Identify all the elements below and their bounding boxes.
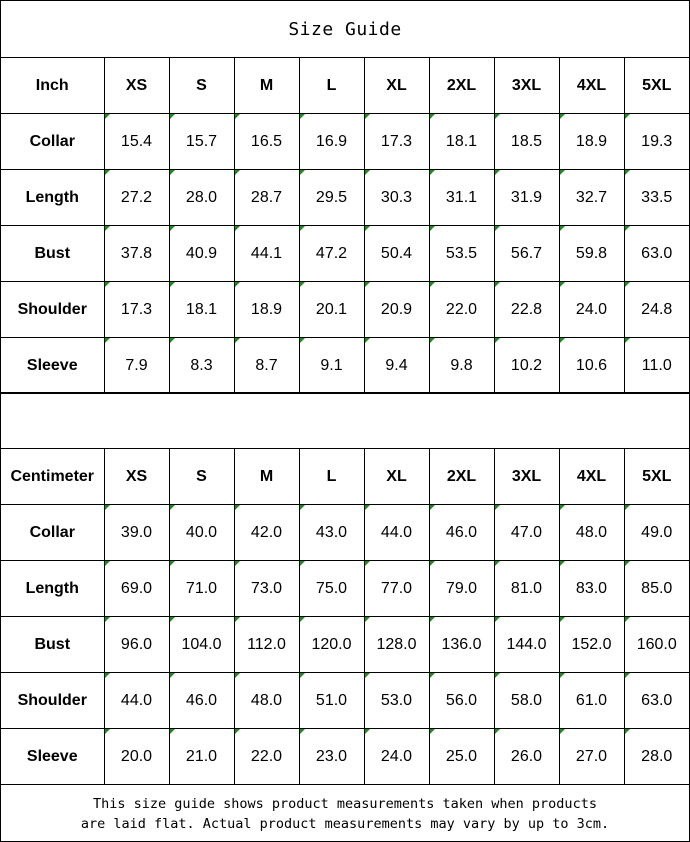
measurement-cell: 8.3 [169, 338, 234, 394]
measurement-cell: 24.0 [364, 729, 429, 785]
measurement-cell: 96.0 [104, 617, 169, 673]
measurement-cell: 48.0 [559, 505, 624, 561]
measurement-cell: 39.0 [104, 505, 169, 561]
table-row [1, 338, 689, 394]
measurement-cell: 20.0 [104, 729, 169, 785]
measurement-cell: 40.0 [169, 505, 234, 561]
size-header-4xl: 4XL [559, 58, 624, 114]
measurement-cell: 120.0 [299, 617, 364, 673]
measurement-cell: 58.0 [494, 673, 559, 729]
measurement-cell: 69.0 [104, 561, 169, 617]
measurement-cell: 24.0 [559, 282, 624, 338]
measurement-cell: 31.1 [429, 170, 494, 226]
table-row [1, 561, 689, 617]
measurement-cell: 18.1 [169, 282, 234, 338]
measurement-cell: 9.4 [364, 338, 429, 394]
measurement-cell: 81.0 [494, 561, 559, 617]
measurement-cell: 22.8 [494, 282, 559, 338]
table-spacer [1, 392, 689, 449]
size-header-4xl: 4XL [559, 449, 624, 505]
measurement-cell: 20.1 [299, 282, 364, 338]
size-header-2xl: 2XL [429, 449, 494, 505]
measurement-cell: 56.0 [429, 673, 494, 729]
measurement-cell: 47.0 [494, 505, 559, 561]
measurement-cell: 75.0 [299, 561, 364, 617]
measurement-cell: 79.0 [429, 561, 494, 617]
measurement-cell: 48.0 [234, 673, 299, 729]
size-header-3xl: 3XL [494, 58, 559, 114]
table-row [1, 673, 689, 729]
measurement-cell: 136.0 [429, 617, 494, 673]
table-row [1, 617, 689, 673]
measurement-cell: 25.0 [429, 729, 494, 785]
measurement-cell: 9.8 [429, 338, 494, 394]
measurement-cell: 27.2 [104, 170, 169, 226]
size-header-s: S [169, 449, 234, 505]
row-label-collar: Collar [1, 505, 104, 561]
measurement-cell: 63.0 [624, 226, 689, 282]
measurement-cell: 61.0 [559, 673, 624, 729]
size-header-xs: XS [104, 449, 169, 505]
measurement-cell: 44.0 [104, 673, 169, 729]
table-row [1, 170, 689, 226]
row-label-collar: Collar [1, 114, 104, 170]
measurement-cell: 59.8 [559, 226, 624, 282]
measurement-cell: 31.9 [494, 170, 559, 226]
row-label-shoulder: Shoulder [1, 673, 104, 729]
measurement-cell: 71.0 [169, 561, 234, 617]
measurement-cell: 23.0 [299, 729, 364, 785]
size-header-xs: XS [104, 58, 169, 114]
measurement-note-line-1: This size guide shows product measurements taken when products [93, 796, 597, 812]
measurement-cell: 37.8 [104, 226, 169, 282]
measurement-cell: 42.0 [234, 505, 299, 561]
measurement-cell: 18.9 [234, 282, 299, 338]
measurement-cell: 85.0 [624, 561, 689, 617]
measurement-cell: 46.0 [169, 673, 234, 729]
measurement-cell: 28.0 [624, 729, 689, 785]
measurement-cell: 10.6 [559, 338, 624, 394]
inch-size-table [1, 58, 689, 394]
size-header-5xl: 5XL [624, 449, 689, 505]
measurement-cell: 104.0 [169, 617, 234, 673]
measurement-cell: 9.1 [299, 338, 364, 394]
measurement-cell: 10.2 [494, 338, 559, 394]
measurement-cell: 44.0 [364, 505, 429, 561]
measurement-cell: 19.3 [624, 114, 689, 170]
measurement-cell: 112.0 [234, 617, 299, 673]
measurement-cell: 20.9 [364, 282, 429, 338]
measurement-cell: 22.0 [234, 729, 299, 785]
measurement-cell: 51.0 [299, 673, 364, 729]
measurement-cell: 27.0 [559, 729, 624, 785]
measurement-cell: 73.0 [234, 561, 299, 617]
size-header-l: L [299, 58, 364, 114]
measurement-note [1, 787, 689, 841]
row-label-sleeve: Sleeve [1, 729, 104, 785]
measurement-cell: 21.0 [169, 729, 234, 785]
measurement-cell: 144.0 [494, 617, 559, 673]
measurement-cell: 16.5 [234, 114, 299, 170]
measurement-cell: 63.0 [624, 673, 689, 729]
size-header-m: M [234, 449, 299, 505]
row-label-shoulder: Shoulder [1, 282, 104, 338]
row-label-bust: Bust [1, 226, 104, 282]
table-row [1, 282, 689, 338]
measurement-cell: 33.5 [624, 170, 689, 226]
size-header-5xl: 5XL [624, 58, 689, 114]
measurement-cell: 49.0 [624, 505, 689, 561]
measurement-cell: 15.7 [169, 114, 234, 170]
size-header-m: M [234, 58, 299, 114]
measurement-cell: 28.0 [169, 170, 234, 226]
measurement-cell: 53.0 [364, 673, 429, 729]
measurement-cell: 28.7 [234, 170, 299, 226]
unit-label: Centimeter [1, 449, 104, 505]
measurement-cell: 152.0 [559, 617, 624, 673]
measurement-cell: 128.0 [364, 617, 429, 673]
measurement-cell: 77.0 [364, 561, 429, 617]
measurement-cell: 17.3 [104, 282, 169, 338]
measurement-cell: 18.9 [559, 114, 624, 170]
header-row [1, 58, 689, 114]
measurement-cell: 53.5 [429, 226, 494, 282]
measurement-cell: 26.0 [494, 729, 559, 785]
unit-label: Inch [1, 58, 104, 114]
size-header-xl: XL [364, 58, 429, 114]
measurement-cell: 47.2 [299, 226, 364, 282]
measurement-cell: 8.7 [234, 338, 299, 394]
measurement-cell: 24.8 [624, 282, 689, 338]
row-label-length: Length [1, 170, 104, 226]
measurement-cell: 40.9 [169, 226, 234, 282]
measurement-cell: 43.0 [299, 505, 364, 561]
measurement-cell: 11.0 [624, 338, 689, 394]
size-header-l: L [299, 449, 364, 505]
size-header-2xl: 2XL [429, 58, 494, 114]
measurement-cell: 18.1 [429, 114, 494, 170]
measurement-cell: 44.1 [234, 226, 299, 282]
page-title: Size Guide [1, 1, 689, 58]
measurement-cell: 46.0 [429, 505, 494, 561]
measurement-cell: 160.0 [624, 617, 689, 673]
row-label-length: Length [1, 561, 104, 617]
centimeter-size-table [1, 449, 689, 785]
table-row [1, 729, 689, 785]
size-header-xl: XL [364, 449, 429, 505]
measurement-note-line-2: are laid flat. Actual product measurements may vary by up to 3cm. [80, 816, 610, 832]
row-label-bust: Bust [1, 617, 104, 673]
row-label-sleeve: Sleeve [1, 338, 104, 394]
measurement-cell: 32.7 [559, 170, 624, 226]
measurement-cell: 83.0 [559, 561, 624, 617]
measurement-cell: 56.7 [494, 226, 559, 282]
header-row [1, 449, 689, 505]
size-header-s: S [169, 58, 234, 114]
measurement-cell: 18.5 [494, 114, 559, 170]
measurement-cell: 16.9 [299, 114, 364, 170]
measurement-cell: 50.4 [364, 226, 429, 282]
measurement-cell: 7.9 [104, 338, 169, 394]
table-row [1, 114, 689, 170]
measurement-cell: 29.5 [299, 170, 364, 226]
measurement-cell: 22.0 [429, 282, 494, 338]
table-row [1, 226, 689, 282]
table-row [1, 505, 689, 561]
measurement-cell: 15.4 [104, 114, 169, 170]
size-header-3xl: 3XL [494, 449, 559, 505]
measurement-cell: 30.3 [364, 170, 429, 226]
measurement-cell: 17.3 [364, 114, 429, 170]
